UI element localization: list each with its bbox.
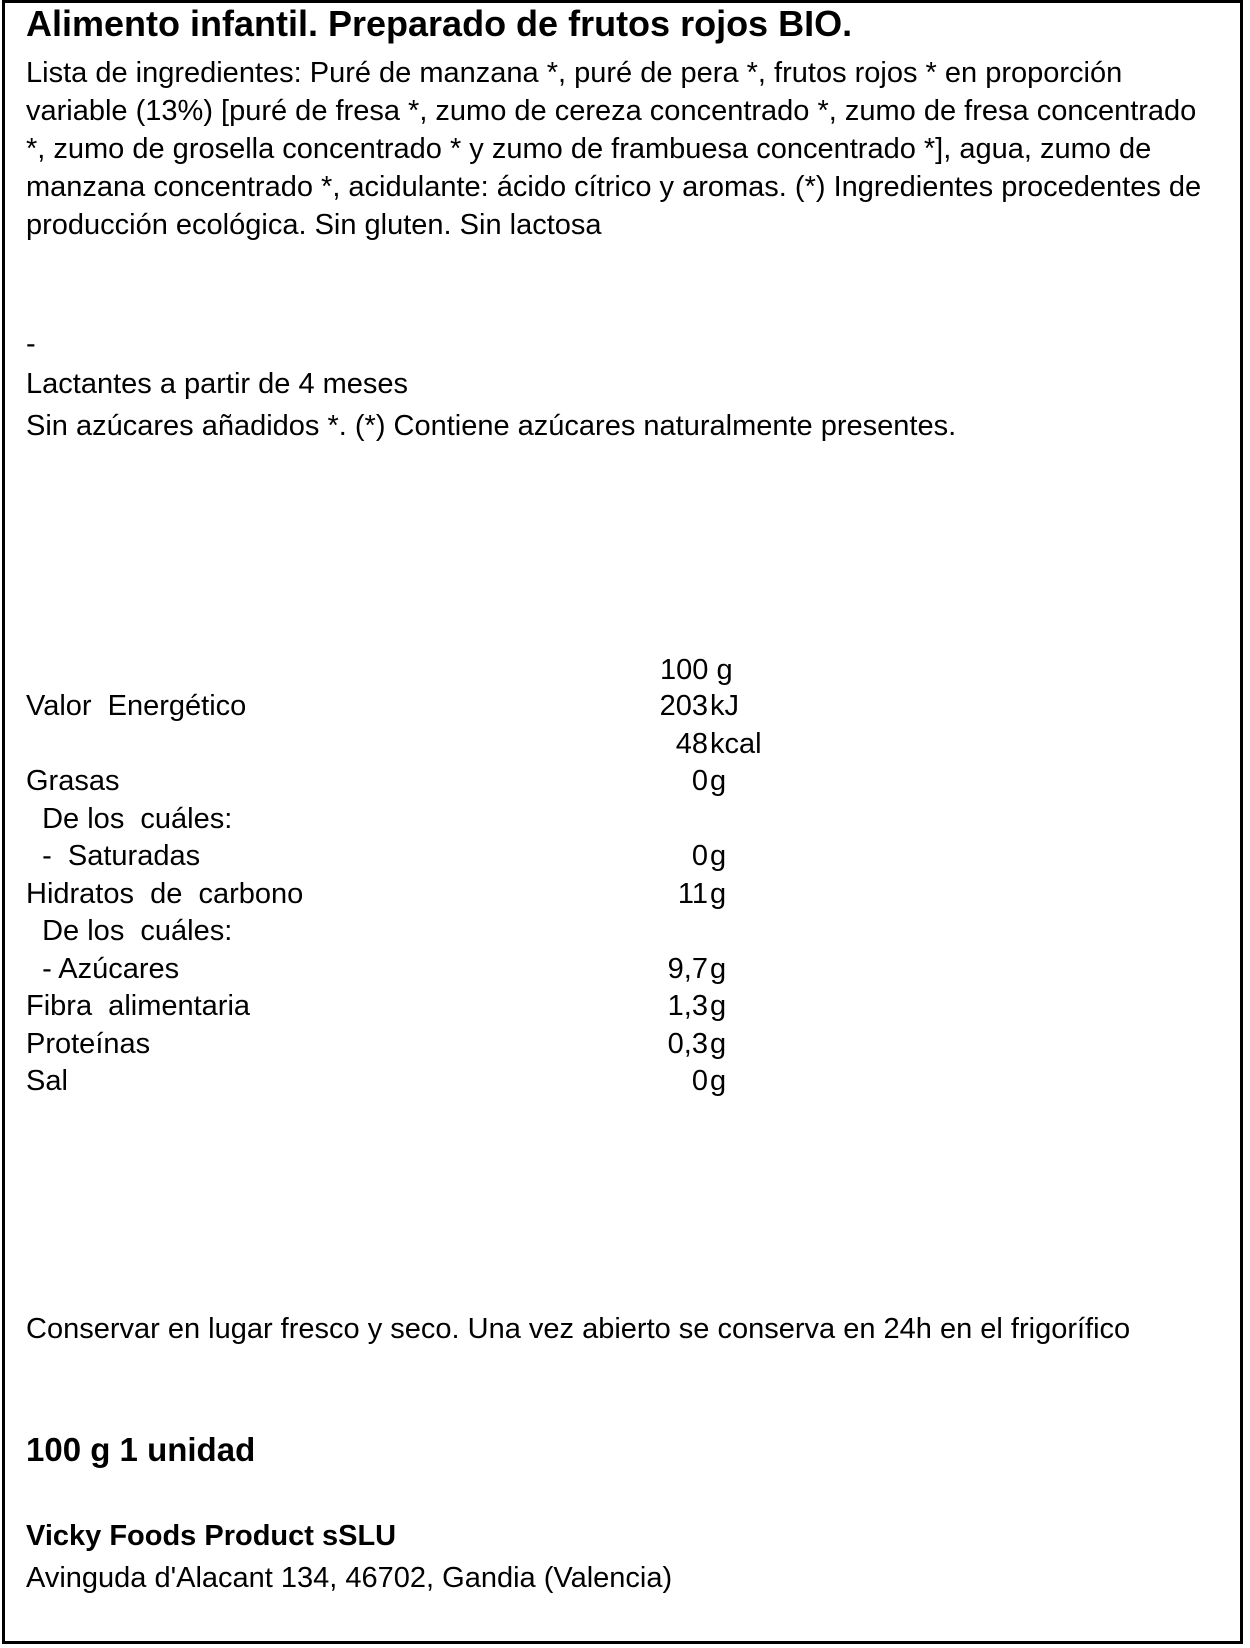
nutrition-unit: kJ xyxy=(710,690,739,722)
nutrition-label: Proteínas xyxy=(26,1027,151,1060)
nutrition-label: Hidratos de carbono xyxy=(26,877,304,910)
nutrition-row xyxy=(0,763,1250,799)
nutrition-label: - Azúcares xyxy=(26,952,180,985)
nutrition-row xyxy=(0,913,1250,949)
nutrition-row xyxy=(0,951,1250,987)
nutrition-label: Valor Energético xyxy=(26,690,247,722)
nutrition-unit: g xyxy=(710,952,727,985)
nutrition-label: De los cuáles: xyxy=(26,802,233,835)
ingredients-list: Lista de ingredientes: Puré de manzana *, puré de pera *, frutos rojos * en proporción variable (13%) [puré de fresa *, zumo de cereza concentrado *, zumo de fresa concentrado *, zumo de grosella concentrado * y zumo de frambuesa concentrado *], agua, zumo de manzana concentrado *, acidulante: ácido cítrico y aromas. (*) Ingredientes procedentes de producción ecológica. Sin gluten. Sin lactosa xyxy=(26,57,1202,241)
nutrition-row xyxy=(0,1063,1250,1099)
nutrition-unit: g xyxy=(710,877,727,910)
nutrition-header: 100 g xyxy=(660,654,733,686)
nutrition-unit: g xyxy=(710,1027,727,1060)
nutrition-label: De los cuáles: xyxy=(26,915,233,947)
nutrition-row xyxy=(0,801,1250,837)
nutrition-unit: g xyxy=(710,765,727,797)
company-address: Avinguda d'Alacant 134, 46702, Gandia (Valencia) xyxy=(26,1562,673,1594)
nutrition-label: Fibra alimentaria xyxy=(26,990,251,1022)
nutrition-unit: g xyxy=(710,1065,727,1097)
nutrition-value: 0 xyxy=(691,765,708,797)
nutrition-unit: g xyxy=(710,840,727,872)
separator-dash: - xyxy=(26,328,36,360)
nutrition-unit: kcal xyxy=(710,727,762,760)
nutrition-value: 48 xyxy=(675,727,708,760)
nutrition-row xyxy=(0,838,1250,874)
nutrition-row xyxy=(0,688,1250,724)
nutrition-label: Grasas xyxy=(26,765,120,797)
product-title: Alimento infantil. Preparado de frutos rojos BIO. xyxy=(26,3,853,44)
nutrition-label: Sal xyxy=(26,1065,68,1097)
company-name: Vicky Foods Product sSLU xyxy=(26,1520,397,1552)
sugar-claim: Sin azúcares añadidos *. (*) Contiene azúcares naturalmente presentes. xyxy=(26,410,957,442)
nutrition-row xyxy=(0,1026,1250,1062)
nutrition-value: 9,7 xyxy=(667,952,708,985)
nutrition-row xyxy=(0,876,1250,912)
nutrition-unit: g xyxy=(710,990,727,1022)
nutrition-value: 0 xyxy=(691,1065,708,1097)
nutrition-value: 0 xyxy=(691,840,708,872)
net-quantity: 100 g 1 unidad xyxy=(26,1431,256,1468)
nutrition-row xyxy=(0,726,1250,762)
nutrition-row xyxy=(0,988,1250,1024)
nutrition-value: 11 xyxy=(677,877,708,910)
nutrition-value: 1,3 xyxy=(667,990,708,1022)
nutrition-label: - Saturadas xyxy=(26,840,201,872)
age-recommendation: Lactantes a partir de 4 meses xyxy=(26,368,409,400)
nutrition-value: 203 xyxy=(659,690,708,722)
storage-instructions: Conservar en lugar fresco y seco. Una vez abierto se conserva en 24h en el frigorífico xyxy=(26,1313,1131,1345)
nutrition-value: 0,3 xyxy=(667,1027,708,1060)
